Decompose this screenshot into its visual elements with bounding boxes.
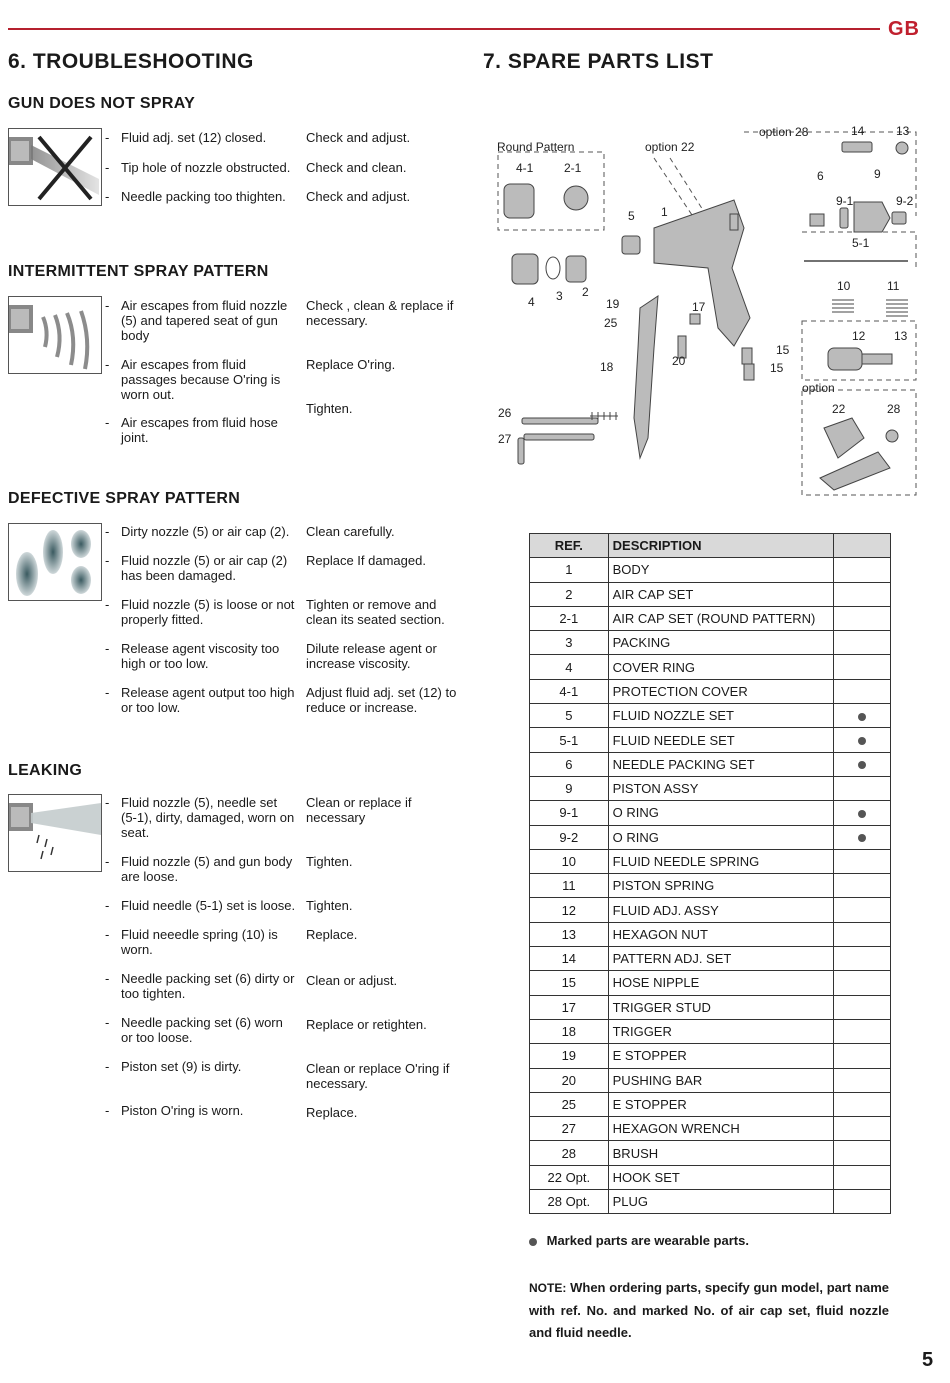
wear-dot-icon [858,834,866,842]
part-description-cell: TRIGGER [608,1019,833,1043]
wearable-mark-cell [833,1190,891,1214]
part-ref-cell: 4-1 [530,679,609,703]
diagram-label-25: 25 [604,316,618,330]
diagram-label-round-pattern: Round Pattern [497,140,575,154]
part-ref-cell: 1 [530,558,609,582]
wearable-mark-cell [833,898,891,922]
diagram-label-11: 11 [887,279,900,293]
part-ref-cell: 15 [530,971,609,995]
cause-text: Tip hole of nozzle obstructed. [121,160,291,175]
part-ref-cell: 27 [530,1117,609,1141]
part-description-cell: HEXAGON WRENCH [608,1117,833,1141]
bullet-dash: - [105,1059,110,1074]
part-description-cell: O RING [608,801,833,825]
part-description-cell: PISTON ASSY [608,776,833,800]
part-description-cell: FLUID NOZZLE SET [608,704,833,728]
part-ref-cell: 4 [530,655,609,679]
leaking-illustration [8,794,102,872]
table-row [530,971,891,995]
table-row [530,655,891,679]
part-ref-cell: 11 [530,874,609,898]
part-ref-cell: 2-1 [530,606,609,630]
cause-text: Piston set (9) is dirty. [121,1059,242,1074]
part-description-cell: AIR CAP SET [608,582,833,606]
table-row [530,1117,891,1141]
diagram-label-15b: 15 [770,361,784,375]
table-row [530,995,891,1019]
cause-text: Fluid nozzle (5), needle set (5-1), dirty, damaged, worn on seat. [121,795,295,840]
bullet-dash: - [105,1015,110,1030]
remedy-text: Tighten. [306,898,353,913]
troubleshooting-title: 6. TROUBLESHOOTING [8,50,254,73]
parts-table-body [530,558,891,1214]
bullet-dash: - [105,298,110,313]
cause-text: Fluid adj. set (12) closed. [121,130,267,145]
table-row [530,947,891,971]
bullet-dash: - [105,1103,110,1118]
remedy-text: Check , clean & replace if necessary. [306,298,454,328]
part-description-cell: O RING [608,825,833,849]
table-row [530,801,891,825]
diagram-label-13b: 13 [894,329,908,343]
table-header-row [530,534,891,558]
diagram-label-22: 22 [832,402,846,416]
bullet-dash: - [105,524,110,539]
bullet-dash: - [105,597,110,612]
wearable-mark-cell [833,582,891,606]
wearable-mark-cell [833,825,891,849]
part-ref-cell: 13 [530,922,609,946]
part-description-cell: PROTECTION COVER [608,679,833,703]
exploded-parts-diagram [494,118,918,500]
remedy-text: Replace O'ring. [306,357,396,372]
part-ref-cell: 20 [530,1068,609,1092]
language-code: GB [888,18,920,40]
remedy-text: Clean carefully. [306,524,395,539]
part-ref-cell: 25 [530,1092,609,1116]
remedy-text: Replace. [306,927,358,942]
bullet-dash: - [105,795,110,810]
bullet-dash: - [105,189,110,204]
page-number: 5 [922,1349,934,1371]
diagram-label-4-1: 4-1 [516,161,534,175]
part-ref-cell: 28 [530,1141,609,1165]
part-ref-cell: 3 [530,631,609,655]
diagram-label-6: 6 [817,169,824,183]
cause-text: Dirty nozzle (5) or air cap (2). [121,524,290,539]
bullet-dash: - [105,971,110,986]
part-description-cell: FLUID NEEDLE SPRING [608,849,833,873]
wearable-mark-cell [833,679,891,703]
wearable-mark-cell [833,558,891,582]
wearable-mark-cell [833,1019,891,1043]
wearable-mark-cell [833,1068,891,1092]
wearable-mark-cell [833,971,891,995]
part-description-cell: HOSE NIPPLE [608,971,833,995]
wear-dot-icon [858,761,866,769]
table-row [530,1190,891,1214]
part-ref-cell: 12 [530,898,609,922]
part-ref-cell: 18 [530,1019,609,1043]
cause-text: Fluid nozzle (5) and gun body are loose. [121,854,293,884]
table-row [530,728,891,752]
bullet-dash: - [105,553,110,568]
remedy-text: Clean or replace if necessary [306,795,412,825]
section-title-no-spray: GUN DOES NOT SPRAY [8,95,196,112]
table-row [530,631,891,655]
part-ref-cell: 17 [530,995,609,1019]
wearable-mark-cell [833,922,891,946]
diagram-label-13: 13 [896,124,910,138]
part-description-cell: E STOPPER [608,1092,833,1116]
part-description-cell: FLUID NEEDLE SET [608,728,833,752]
diagram-label-26: 26 [498,406,512,420]
spare-parts-title: 7. SPARE PARTS LIST [483,50,714,73]
part-ref-cell: 5 [530,704,609,728]
remedy-text: Clean or replace O'ring if necessary. [306,1061,450,1091]
section-title-leaking: LEAKING [8,762,83,779]
wearable-mark-cell [833,1165,891,1189]
diagram-label-3: 3 [556,289,563,303]
wearable-legend [529,1233,749,1248]
part-description-cell: NEEDLE PACKING SET [608,752,833,776]
diagram-label-2-1: 2-1 [564,161,582,175]
header-rule [8,28,880,30]
table-row [530,1019,891,1043]
cause-text: Fluid nozzle (5) or air cap (2) has been damaged. [121,553,288,583]
remedy-text: Tighten. [306,854,353,869]
remedy-text: Check and clean. [306,160,407,175]
bullet-dash: - [105,130,110,145]
wear-dot-icon [858,713,866,721]
remedy-text: Dilute release agent or increase viscosity. [306,641,437,671]
wearable-mark-cell [833,655,891,679]
bullet-dash: - [105,415,110,430]
cause-text: Air escapes from fluid hose joint. [121,415,278,445]
diagram-label-9: 9 [874,167,881,181]
part-description-cell: BRUSH [608,1141,833,1165]
col-mark-header [833,534,891,558]
table-row [530,776,891,800]
note-text: When ordering parts, specify gun model, part name with ref. No. and marked No. of air cap set, fluid nozzle and fluid needle. [529,1280,889,1340]
cause-text: Needle packing set (6) worn or too loose. [121,1015,283,1045]
section-title-defective: DEFECTIVE SPRAY PATTERN [8,490,241,507]
part-ref-cell: 14 [530,947,609,971]
remedy-text: Tighten or remove and clean its seated section. [306,597,445,627]
wear-dot-icon [858,810,866,818]
remedy-text: Check and adjust. [306,130,411,145]
part-description-cell: HEXAGON NUT [608,922,833,946]
wear-dot-icon [529,1238,537,1246]
part-description-cell: AIR CAP SET (ROUND PATTERN) [608,606,833,630]
diagram-label-2: 2 [582,285,589,299]
part-description-cell: PUSHING BAR [608,1068,833,1092]
table-row [530,558,891,582]
ordering-note [529,1277,889,1345]
wearable-mark-cell [833,801,891,825]
diagram-label-15a: 15 [776,343,790,357]
bullet-dash: - [105,641,110,656]
table-row [530,849,891,873]
diagram-label-12: 12 [852,329,866,343]
col-description-header: DESCRIPTION [608,534,833,558]
diagram-label-14: 14 [851,124,865,138]
diagram-label-19: 19 [606,297,620,311]
note-label: NOTE: [529,1281,567,1295]
no-spray-illustration [8,128,102,206]
cause-text: Air escapes from fluid passages because O'ring is worn out. [121,357,281,402]
diagram-label-9-1: 9-1 [836,194,854,208]
bullet-dash: - [105,357,110,372]
section-title-intermittent: INTERMITTENT SPRAY PATTERN [8,263,269,280]
wearable-mark-cell [833,849,891,873]
table-row [530,704,891,728]
remedy-text: Tighten. [306,401,353,416]
bullet-dash: - [105,898,110,913]
cause-text: Release agent viscosity too high or too low. [121,641,280,671]
diagram-label-5-1: 5-1 [852,236,870,250]
wearable-mark-cell [833,776,891,800]
bullet-dash: - [105,160,110,175]
table-row [530,1044,891,1068]
part-ref-cell: 6 [530,752,609,776]
wearable-mark-cell [833,752,891,776]
remedy-text: Check and adjust. [306,189,411,204]
part-ref-cell: 9 [530,776,609,800]
table-row [530,606,891,630]
remedy-text: Clean or adjust. [306,973,398,988]
diagram-label-4: 4 [528,295,535,309]
remedy-text: Replace If damaged. [306,553,426,568]
wearable-mark-cell [833,1117,891,1141]
part-description-cell: COVER RING [608,655,833,679]
part-description-cell: PACKING [608,631,833,655]
part-description-cell: PATTERN ADJ. SET [608,947,833,971]
cause-text: Needle packing set (6) dirty or too tighten. [121,971,295,1001]
diagram-label-18: 18 [600,360,614,374]
diagram-label-20: 20 [672,354,686,368]
legend-text: Marked parts are wearable parts. [546,1233,749,1248]
diagram-label-27: 27 [498,432,512,446]
cause-text: Air escapes from fluid nozzle (5) and tapered seat of gun body [121,298,288,343]
table-row [530,1141,891,1165]
part-ref-cell: 5-1 [530,728,609,752]
table-row [530,922,891,946]
wearable-mark-cell [833,947,891,971]
wearable-mark-cell [833,606,891,630]
table-row [530,1165,891,1189]
cause-text: Piston O'ring is worn. [121,1103,244,1118]
diagram-label-1: 1 [661,205,668,219]
intermittent-illustration [8,296,102,374]
part-description-cell: PLUG [608,1190,833,1214]
cause-text: Fluid nozzle (5) is loose or not properly fitted. [121,597,295,627]
diagram-label-10: 10 [837,279,851,293]
spare-parts-table [529,533,891,1214]
table-row [530,679,891,703]
cause-text: Needle packing too thighten. [121,189,286,204]
part-ref-cell: 9-1 [530,801,609,825]
remedy-text: Adjust fluid adj. set (12) to reduce or increase. [306,685,457,715]
wearable-mark-cell [833,1044,891,1068]
part-description-cell: FLUID ADJ. ASSY [608,898,833,922]
part-ref-cell: 9-2 [530,825,609,849]
diagram-label-9-2: 9-2 [896,194,914,208]
part-ref-cell: 2 [530,582,609,606]
col-ref-header: REF. [530,534,609,558]
wearable-mark-cell [833,704,891,728]
part-description-cell: TRIGGER STUD [608,995,833,1019]
bullet-dash: - [105,854,110,869]
wearable-mark-cell [833,995,891,1019]
part-description-cell: PISTON SPRING [608,874,833,898]
wearable-mark-cell [833,1092,891,1116]
cause-text: Fluid neeedle spring (10) is worn. [121,927,278,957]
diagram-label-option22: option 22 [645,140,695,154]
table-row [530,825,891,849]
diagram-label-option28: option 28 [759,125,809,139]
table-row [530,874,891,898]
wearable-mark-cell [833,631,891,655]
table-row [530,1092,891,1116]
wearable-mark-cell [833,728,891,752]
diagram-label-17: 17 [692,300,706,314]
cause-text: Fluid needle (5-1) set is loose. [121,898,296,913]
remedy-text: Replace or retighten. [306,1017,427,1032]
part-ref-cell: 22 Opt. [530,1165,609,1189]
bullet-dash: - [105,927,110,942]
part-ref-cell: 28 Opt. [530,1190,609,1214]
table-row [530,582,891,606]
wear-dot-icon [858,737,866,745]
wearable-mark-cell [833,874,891,898]
wearable-mark-cell [833,1141,891,1165]
table-row [530,752,891,776]
table-row [530,1068,891,1092]
defective-illustration [8,523,102,601]
remedy-text: Replace. [306,1105,358,1120]
part-ref-cell: 10 [530,849,609,873]
cause-text: Release agent output too high or too low. [121,685,295,715]
diagram-label-5: 5 [628,209,635,223]
table-row [530,898,891,922]
part-description-cell: BODY [608,558,833,582]
bullet-dash: - [105,685,110,700]
part-description-cell: E STOPPER [608,1044,833,1068]
part-description-cell: HOOK SET [608,1165,833,1189]
part-ref-cell: 19 [530,1044,609,1068]
diagram-label-28: 28 [887,402,901,416]
diagram-label-option: option [802,381,835,395]
